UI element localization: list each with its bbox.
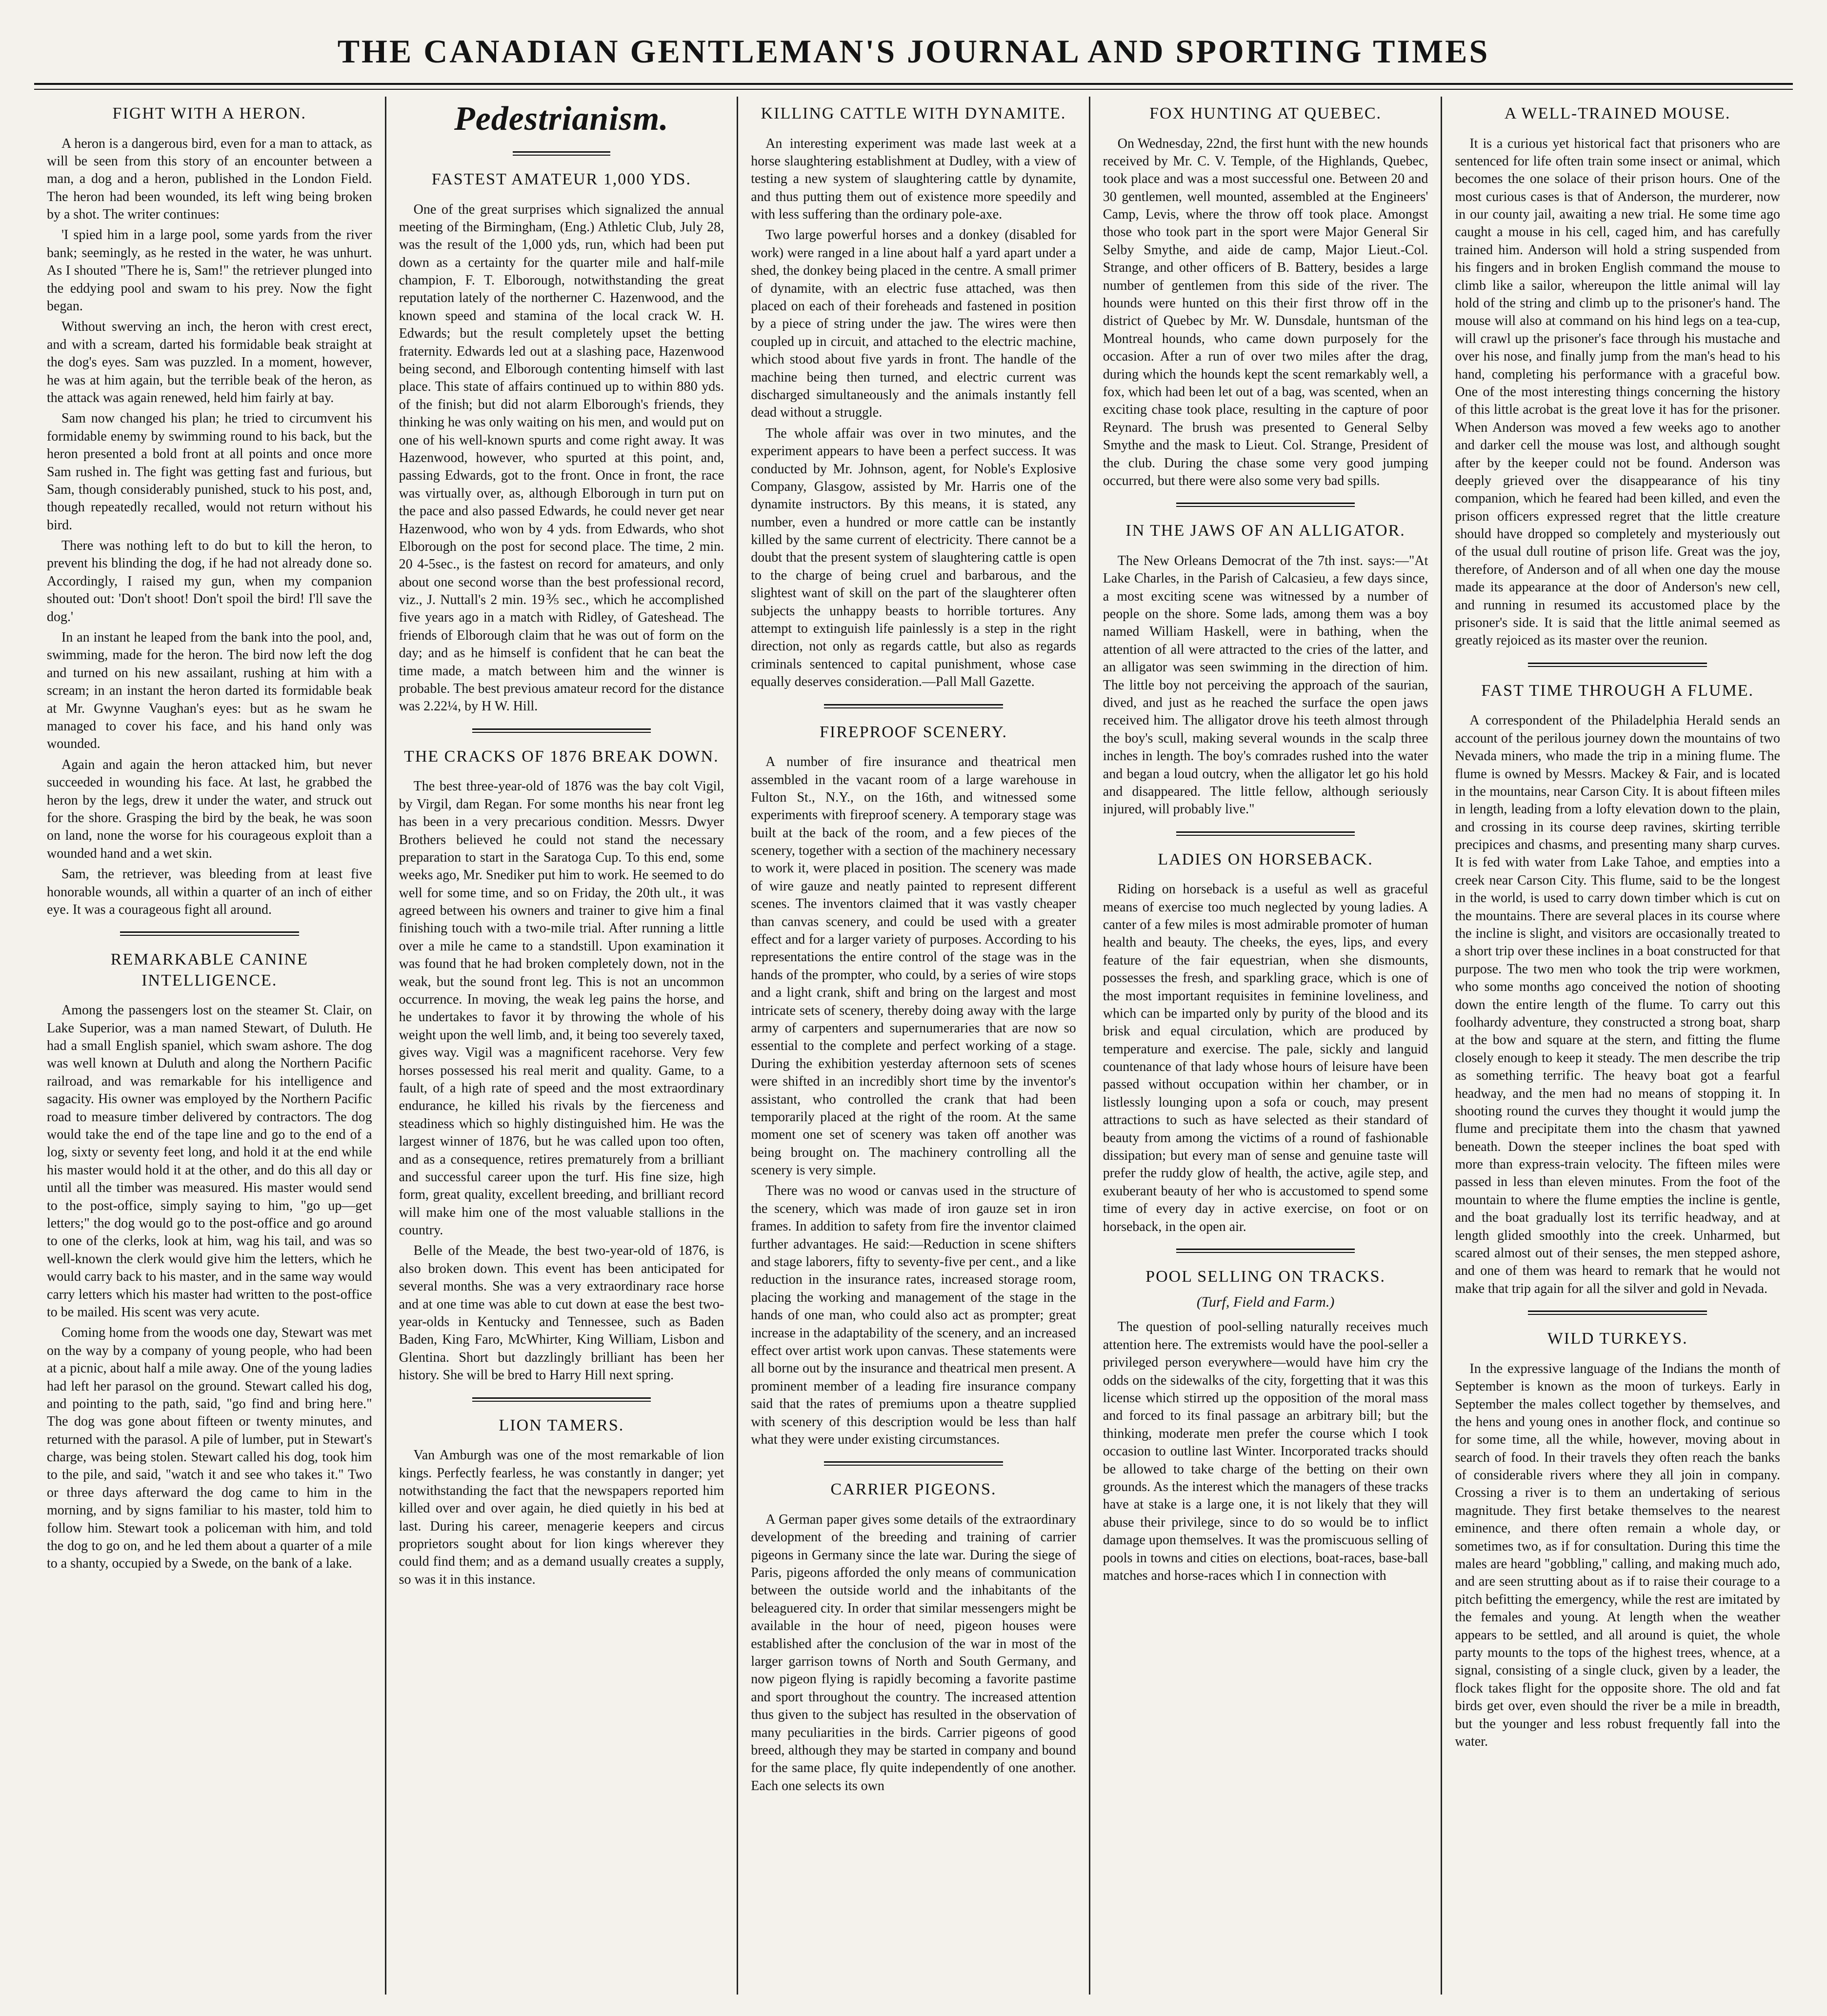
article-divider [1176, 503, 1355, 507]
article-paragraph: The question of pool-selling naturally receives much attention here. The extremists would have the pool-seller a privileged person everywhere—would have him cry the odds on the sidewalks of the city, forgetting that it was this license which stirred up the opposition of the moral mass and forced to its final passage an arbitrary bill; but the thinking, moderate men prefer the course which I took occasion to outline last Winter. Incorporated tracks should be allowed to take charge of the betting on their own grounds. As the interest which the managers of these tracks have at stake is a large one, it is not likely that they will abuse their privilege, since to do so would be to inflict damage upon themselves. It was the promiscuous selling of pools in towns and cities on elections, boat-races, base-ball matches and horse-races which I in connection with [1103, 1319, 1428, 1583]
article-paragraph: A correspondent of the Philadelphia Herald sends an account of the perilous journey down the mountains of two Nevada miners, who made the trip in a mining flume. The flume is owned by Messrs. Mackey & Fair, and is located in the mountains, near Carson City. It is about fifteen miles in length, leading from a lofty elevation down to the plain, and crossing in its course deep ravines, skirting terrible precipices and chasms, and presenting many sharp curves. It is fed with water from Lake Tahoe, and empties into a creek near Carson City. This flume, said to be the longest in the world, is used to carry down timber which is cut on the mountains. There are several places in its course where the incline is slight, and visitors are occasionally treated to a short trip over these inclines in a boat constructed for that purpose. The two men who took the trip were workmen, who some months ago conceived the notion of shooting down the entire length of the flume. To carry out this foolhardy adventure, they constructed a strong boat, sharp at the bow and square at the stern, and fitting the flume closely enough to keep it steady. The men describe the trip as something terrific. The heavy boat got a fearful headway, and the men had no means of stopping it. In shooting round the curves they thought it would jump the flume and precipitate them into the chasm that yawned beneath. Down the steeper inclines the boat sped with more than express-train velocity. The fifteen miles were passed in less than eleven minutes. From the foot of the mountain to where the flume empties the incline is gentle, and the boat gradually lost its terrific headway, and at length glided smoothly into the creek. Unharmed, but scared almost out of their senses, the men stepped ashore, and one of them was heard to remark that he would not make that trip again for all the silver and gold in Nevada. [1455, 713, 1780, 1296]
article-paragraph: Sam now changed his plan; he tried to circumvent his formidable enemy by swimming round to his back, but the heron presented a bold front at all points and once more Sam rushed in. The fight was getting fast and furious, but Sam, though considerably punished, stuck to his post, and, though repeatedly recalled, would not return without his bird. [47, 411, 372, 533]
article-paragraph: Van Amburgh was one of the most remarkable of lion kings. Perfectly fearless, he was constantly in danger; yet notwithstanding the fact that the newspapers reported him killed over and over again, he died quietly in his bed at last. During his career, menagerie keepers and circus proprietors sought about for lion kings wherever they could find them; and as a demand usually creates a supply, so was it in this instance. [399, 1448, 724, 1587]
article-paragraph: The best three-year-old of 1876 was the bay colt Vigil, by Virgil, dam Regan. For some months his near front leg has been in a very precarious condition. Messrs. Dwyer Brothers believed he could not stand the necessary preparation to start in the Saratoga Cup. To this end, some weeks ago, Mr. Snediker put him to work. He seemed to do well for some time, and so on Friday, the 20th ult., it was agreed between his owners and trainer to give him a final finishing touch with a two-mile trial. After running a little over a mile he came to a standstill. Upon examination it was found that he had broken completely down, not in the weak, but the sound front leg. This is not an uncommon occurrence. In moving, the weak leg pains the horse, and he undertakes to favor it by throwing the whole of his weight upon the well limb, and, it being too severely taxed, gives way. Vigil was a magnificent racehorse. Very few horses possessed his real merit and quality. Game, to a fault, of a high rate of speed and the most extraordinary endurance, he killed his rivals by the fierceness and steadiness which so highly distinguished him. He was the largest winner of 1876, but he was called upon too often, and as a consequence, retires prematurely from a brilliant and successful career upon the turf. His fine size, high form, great quality, excellent breeding, and brilliant record will make him one of the most valuable stallions in the country. [399, 779, 724, 1238]
article-heading: POOL SELLING ON TRACKS. [1145, 1267, 1385, 1286]
article-divider [1528, 1310, 1707, 1315]
article-divider [472, 1397, 651, 1402]
article-heading: FIREPROOF SCENERY. [820, 723, 1007, 741]
article-paragraph: The New Orleans Democrat of the 7th inst. says:—"At Lake Charles, in the Parish of Calcasieu, a few days since, a most exciting scene was witnessed by a number of people on the shore. Some lads, among them was a boy named William Haskell, were in bathing, when the attention of all were attracted to the cries of the latter, and an alligator was seen swimming in the direction of him. The little boy not perceiving the approach of the saurian, dived, and just as he reached the surface the open jaws received him. The alligator drove his teeth almost through the boy's scull, making several wounds in the scalp three inches in length. The boy's comrades rushed into the water and began a loud outcry, when the alligator let go his hold and disappeared. The little fellow, although seriously injured, will probably live." [1103, 553, 1428, 817]
article-paragraph: 'I spied him in a large pool, some yards from the river bank; seemingly, as he rested in the water, he was unhurt. As I shouted "There he is, Sam!" the retriever plunged into the eddying pool and swam to his prey. Now the fight began. [47, 227, 372, 314]
article-heading: A WELL-TRAINED MOUSE. [1504, 104, 1731, 122]
article-paragraph: There was nothing left to do but to kill the heron, to prevent his blinding the dog, if he had not already done so. Accordingly, I raised my gun, when my companion shouted out: 'Don't shoot! Don't spoil the bird! I'll save the dog.' [47, 538, 372, 625]
section-title: Pedestrianism. [454, 100, 669, 138]
article-paragraph: Sam, the retriever, was bleeding from at least five honorable wounds, all within a quarter of an inch of either eye. It was a courageous fight all around. [47, 867, 372, 917]
article-paragraph: Belle of the Meade, the best two-year-old of 1876, is also broken down. This event has been anticipated for several months. She was a very extraordinary race horse and at one time was able to cut down at ease the best two-year-olds in Kentucky and Tennessee, such as Baden Baden, King Faro, McWhirter, King William, Lisbon and Glentina. Short but dazzlingly brilliant has been her history. She will be bred to Harry Hill next spring. [399, 1243, 724, 1383]
article-heading: FAST TIME THROUGH A FLUME. [1481, 681, 1754, 700]
article-divider [824, 704, 1003, 708]
article-heading: CARRIER PIGEONS. [830, 1480, 997, 1499]
article-divider [1176, 831, 1355, 836]
article-heading: FOX HUNTING AT QUEBEC. [1149, 104, 1382, 122]
article-paragraph: In an instant he leaped from the bank into the pool, and, swimming, made for the heron. The bird now left the dog and turned on his new assailant, rushing at him with a scream; in an instant the heron darted its formidable beak at Mr. Gwynne Vaughan's eyes: but as he swam he managed to cover his face, and his hand only was wounded. [47, 630, 372, 752]
article-paragraph: Riding on horseback is a useful as well as graceful means of exercise too much neglected by young ladies. A canter of a few miles is most admirable promoter of human health and beauty. The cheeks, the eyes, lips, and every feature of the fair equestrian, when she dismounts, possesses the fresh, and sparkling grace, which is one of the most important requisites in feminine loveliness, and which can be imparted only by purity of the blood and its brisk and equal circulation, which are produced by temperature and exercise. The pale, sickly and languid countenance of that lady whose hours of leisure have been passed without occupation within her chamber, or in listlessly lounging upon a sofa or couch, may present attractions to such as have selected as their standard of beauty from among the victims of a round of fashionable dissipation; but every man of sense and genuine taste will prefer the ruddy glow of health, the active, agile step, and exuberant beauty of her who is accustomed to spend some time of every day in active exercise, on foot or on horseback, in the open air. [1103, 882, 1428, 1234]
article-paragraph: Two large powerful horses and a donkey (disabled for work) were ranged in a line about half a yard apart under a shed, the donkey being placed in the centre. A small primer of dynamite, with an electric fuse attached, was then placed on each of their foreheads and fastened in position by a piece of string under the jaw. The wires were then coupled up in circuit, and attached to the electric machine, which stood about five yards in front. The handle of the machine being then turned, and electric current was discharged simultaneously and the animals instantly fell dead without a struggle. [751, 227, 1076, 421]
article-heading: KILLING CATTLE WITH DYNAMITE. [761, 104, 1066, 122]
article-paragraph: Without swerving an inch, the heron with crest erect, and with a scream, darted his formidable beak straight at the dog's eyes. Sam was puzzled. In a moment, however, he was at him again, but the terrible beak of the heron, as the attack was again renewed, held him fairly at bay. [47, 319, 372, 405]
article-paragraph: On Wednesday, 22nd, the first hunt with the new hounds received by Mr. C. V. Temple, of the Highlands, Quebec, took place and was a most successful one. Between 20 and 30 gentlemen, well mounted, assembled at the Engineers' Camp, Levis, where the throw off took place. Amongst those who took part in the sport were Major General Sir Selby Smythe, and aide de camp, Major Lieut.-Col. Strange, and other officers of B. Battery, besides a large number of gentlemen from this side of the river. The hounds were hunted on this their first throw off in the district of Quebec by Mr. W. Dunsdale, huntsman of the Montreal hounds, who came down purposely for the occasion. After a run of over two miles after the drag, during which the hounds kept the scent remarkably well, a fox, which had been let out of a bag, was scented, when an exciting chase took place, resulting in the capture of poor Reynard. The brush was presented to General Selby Smythe and the mask to Lieut. Col. Strange, President of the club. During the chase some very good jumping occurred, but there were also some very bad spills. [1103, 136, 1428, 488]
masthead: THE CANADIAN GENTLEMAN'S JOURNAL AND SPORTING TIMES [337, 33, 1490, 70]
article-heading: THE CRACKS OF 1876 BREAK DOWN. [404, 747, 719, 766]
article-heading: REMARKABLE CANINE INTELLIGENCE. [110, 950, 308, 989]
article-paragraph: An interesting experiment was made last week at a horse slaughtering establishment at Dudley, with a view of testing a new system of slaughtering cattle by dynamite, and thus putting them out of existence more speedily and with less suffering than the ordinary pole-axe. [751, 136, 1076, 222]
article-paragraph: Among the passengers lost on the steamer St. Clair, on Lake Superior, was a man named Stewart, of Duluth. He had a small English spaniel, which swam ashore. The dog was well known at Duluth and along the Northern Pacific railroad, and was remarkable for his intelligence and sagacity. His owner was employed by the Northern Pacific road to measure timber delivered by contractors. The dog would take the end of the tape line and go to the end of a log, sixty or seventy feet long, and hold it at the end while his master would hold it at the other, and do this all day or until all the timber was measured. His master would send to the post-office, simply saying to him, "go up—get letters;" the dog would go to the post-office and go around to one of the clerks, look at him, wag his tail, and was so well-known the clerk would give him the letters, which he would carry back to his master, and in the same way would carry letters which his master had written to the post-office to be mailed. His scent was very acute. [47, 1003, 372, 1320]
column-2 [386, 97, 739, 1995]
article-heading: FASTEST AMATEUR 1,000 YDS. [431, 170, 691, 188]
article-heading: LION TAMERS. [499, 1416, 624, 1434]
article-paragraph: There was no wood or canvas used in the structure of the scenery, which was made of iron gauze set in iron frames. In addition to safety from fire the inventor claimed further advantages. He said:—Reduction in scene shifters and stage laborers, fifty to seventy-five per cent., and a like reduction in the insurance rates, increased storage room, placing the working and management of the stage in the hands of one man, who could also act as prompter; great increase in the adaptability of the scenery, and an increased effect over artist work upon canvas. These statements were all borne out by the insurance and theatrical men present. A prominent member of a leading fire insurance company said that the rates of premiums upon a theatre supplied with scenery of this description would be less than half what they were under existing circumstances. [751, 1183, 1076, 1447]
article-paragraph: Again and again the heron attacked him, but never succeeded in wounding his face. At last, he grabbed the heron by the legs, drew it under the water, and struck out for the shore. Grasping the bird by the beak, he was soon on land, none the worse for his courageous exploit than a wounded hand and a wet skin. [47, 757, 372, 861]
article-divider [824, 1461, 1003, 1466]
article-paragraph: Coming home from the woods one day, Stewart was met on the way by a company of young people, who had been at a picnic, about half a mile away. One of the young ladies had left her parasol on the ground. Stewart called his dog, and pointing to the path, said, "go find and bring here." The dog was gone about fifteen or twenty minutes, and returned with the parasol. A pile of lumber, put in Stewart's charge, was being stolen. Stewart called his dog, took him to the pile, and said, "watch it and see who takes it." Two or three days afterward the dog came to him in the morning, and by signs familiar to his master, told him to follow him. Stewart took a policeman with him, and told the dog to go on, and he led them about a quarter of a mile to a shanty, occupied by a Swede, on the bank of a lake. [47, 1325, 372, 1572]
article-heading: FIGHT WITH A HERON. [112, 104, 307, 122]
article-divider [1528, 663, 1707, 667]
article-heading: LADIES ON HORSEBACK. [1158, 850, 1373, 868]
article-paragraph: In the expressive language of the Indians the month of September is known as the moon of turkeys. Early in September the males collect together by themselves, and the hens and young ones in another flock, and continue so for some time, all the while, however, moving about in search of food. In their travels they often reach the banks of considerable rivers where they all join in company. Crossing a river is to them an undertaking of serious magnitude. They first betake themselves to the nearest eminence, and there often remain a whole day, or sometimes two, as if for consultation. During this time the males are heard "gobbling," calling, and making much ado, and are seen strutting about as if to raise their courage to a pitch befitting the emergency, while the rest are imitated by the females and young. At length when the weather appears to be settled, and all around is quiet, the whole party mounts to the tops of the highest trees, whence, at a signal, consisting of a single cluck, given by a leader, the flock takes flight for the opposite shore. The old and fat birds get over, even should the river be a mile in breadth, but the younger and less robust frequently fall into the water. [1455, 1361, 1780, 1749]
article-source: (Turf, Field and Farm.) [1196, 1294, 1335, 1310]
column-1 [34, 97, 386, 1995]
article-heading: IN THE JAWS OF AN ALLIGATOR. [1125, 522, 1405, 540]
article-paragraph: It is a curious yet historical fact that prisoners who are sentenced for life often train some insect or animal, which becomes the one solace of their prison hours. One of the most curious cases is that of Anderson, the murderer, now in our county jail, awaiting a new trial. He some time ago caught a mouse in his cell, caged him, and has carefully trained him. Anderson will hold a string suspended from his fingers and in broken English command the mouse to climb like a sailor, whereupon the little animal will lay hold of the string and climb up to the prisoner's hand. The mouse will also at command on his hind legs on a tea-cup, will crawl up the prisoner's face through his mustache and over his nose, and finally jump from the man's head to his hand, completing his performance with a graceful bow. One of the most interesting things concerning the history of this little acrobat is the great love it has for the prisoner. When Anderson was moved a few weeks ago to another and darker cell the mouse was lost, and although sought after by the keeper could not be found. Anderson was deeply grieved over the disappearance of his tiny companion, which he feared had been killed, and even the prison officers expressed regret that the little creature should have dropped so completely and mysteriously out of the usual dull routine of prison life. Great was the joy, therefore, of Anderson and of all when one day the mouse made its appearance at the door of Anderson's new cell, and running in resumed its accustomed place by the prisoner's side. It is said that the little animal seemed as greatly rejoiced as its master over the reunion. [1455, 136, 1780, 648]
column-5 [1442, 97, 1793, 1995]
column-3 [738, 97, 1090, 1995]
article-divider [1176, 1249, 1355, 1253]
article-paragraph: A heron is a dangerous bird, even for a man to attack, as will be seen from this story of an encounter between a man, a dog and a heron, published in the London Field. The heron had been wounded, its left wing being broken by a shot. The writer continues: [47, 136, 372, 222]
article-paragraph: A German paper gives some details of the extraordinary development of the breeding and training of carrier pigeons in Germany since the late war. During the siege of Paris, pigeons afforded the only means of communication between the outside world and the inhabitants of the beleaguered city. In order that similar messengers might be available in the hour of need, pigeon houses were established after the conclusion of the war in most of the larger garrison towns of North and South Germany, and now pigeon flying is rapidly becoming a favorite pastime and sport throughout the country. The increased attention thus given to the subject has resulted in the observation of many peculiarities in the birds. Carrier pigeons of good breed, although they may be started in company and bound for the same place, fly quite independently of one another. Each one selects its own [751, 1512, 1076, 1794]
masthead-rule [34, 83, 1793, 90]
article-divider [472, 728, 651, 733]
article-heading: WILD TURKEYS. [1547, 1330, 1688, 1348]
columns [34, 97, 1793, 1995]
article-paragraph: One of the great surprises which signalized the annual meeting of the Birmingham, (Eng.) Athletic Club, July 28, was the result of the 1,000 yds, run, which had been put down as a certainty for the quarter mile and half-mile champion, F. T. Elborough, notwithstanding the great reputation lately of the northerner C. Hazenwood, and the known speed and stamina of the local crack W. H. Edwards; but the result completely upset the betting fraternity. Edwards led out at a slashing pace, Hazenwood being second, and Elborough contenting himself with last place. This state of affairs continued up to within 880 yds. of the finish; but did not alarm Elborough's friends, they thinking he was only waiting on his men, and would put on one of his well-known spurts and come right away. It was Hazenwood, however, who spurted at this point, and, passing Edwards, got to the front. Once in front, the race was virtually over, as, although Elborough in turn put on the pace and also passed Edwards, he could never get near Hazenwood, who won by 4 yds. from Edwards, who shot Elborough on the post for second place. The time, 2 min. 20 4-5sec., is the fastest on record for amateurs, and only about one second worse than the best professional record, viz., J. Nuttall's 2 min. 19⅗ sec., which he accomplished five years ago in a match with Ridley, of Gateshead. The friends of Elborough claim that he was out of form on the day; and as he himself is confident that he can beat the time made, a match between him and the winner is probable. The best previous amateur record for the distance was 2.22¼, by H W. Hill. [399, 202, 724, 714]
article-paragraph: A number of fire insurance and theatrical men assembled in the vacant room of a large warehouse in Fulton St., N.Y., on the 16th, and witnessed some experiments with fireproof scenery. A temporary stage was built at the back of the room, and a few pieces of the scenery, together with a section of the machinery necessary to work it, were placed in position. The scenery was made of wire gauze and neatly painted to represent different scenes. The inventors claimed that it was vastly cheaper than canvas scenery, and could be used with a greater effect and for a larger variety of purposes. According to his representations the entire control of the stage was in the hands of the prompter, who could, by a series of wire stops and a light crank, shift and bring on the largest and most intricate sets of scenery, thereby doing away with the large army of carpenters and supernumeraries that are now so essential to the complete and perfect working of a stage. During the exhibition yesterday afternoon sets of scenes were shifted in an incredibly short time by the inventor's assistant, who controlled the crank that had been temporarily placed at the right of the room. At the same moment one set of scenery was taken off another was being brought on. The machinery controlling all the scenery is very simple. [751, 754, 1076, 1178]
article-divider [120, 931, 299, 936]
section-divider [513, 151, 610, 156]
article-paragraph: The whole affair was over in two minutes, and the experiment appears to have been a perfect success. It was conducted by Mr. Johnson, agent, for Noble's Explosive Company, Glasgow, assisted by Mr. Harris one of the dynamite instructors. By this means, it is stated, any number, even a hundred or more cattle can be instantly killed by the same current of electricity. There cannot be a doubt that the present system of slaughtering cattle is open to the charge of being cruel and barbarous, and the slightest want of skill on the part of the slaughterer often subjects the unhappy beasts to horrible tortures. Any attempt to extinguish life painlessly is a step in the right direction, not only as regards cattle, but also as regards criminals sentenced to capital punishment, whose case equally deserves consideration.—Pall Mall Gazette. [751, 425, 1076, 690]
column-4 [1090, 97, 1443, 1995]
